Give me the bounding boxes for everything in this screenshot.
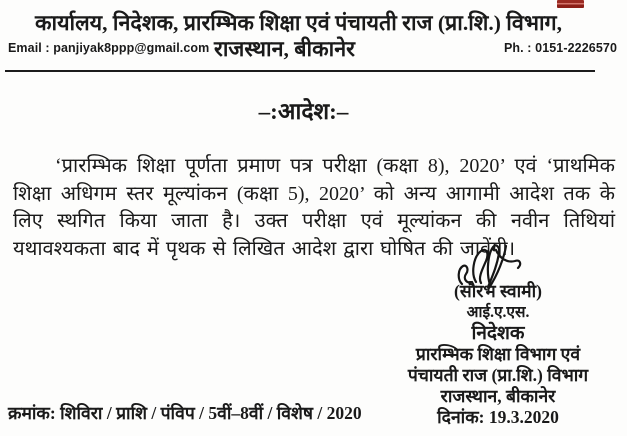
signatory-cadre: आई.ए.एस.	[466, 304, 530, 321]
order-title: –:आदेश:–	[258, 99, 349, 124]
red-corner-stamp	[557, 0, 584, 8]
signatory-name: (सौरभ स्वामी)	[454, 281, 542, 301]
office-name-line2: राजस्थान, बीकानेर	[214, 37, 355, 61]
phone-value: 0151-2226570	[535, 41, 617, 55]
office-name-line1: कार्यालय, निदेशक, प्रारम्भिक शिक्षा एवं पंचायती राज (प्रा.शि.) विभाग,	[34, 11, 562, 35]
signature-block	[383, 281, 613, 428]
phone-label: Ph. :	[503, 41, 532, 55]
reference-number: क्रमांक: शिविरा / प्राशि / पंविप / 5वीं–8वीं / विशेष / 2020	[8, 403, 362, 423]
signatory-designation: निदेशक	[471, 323, 525, 344]
email-label: Email :	[8, 41, 50, 55]
order-paragraph: ‘प्रारम्भिक शिक्षा पूर्णता प्रमाण पत्र परीक्षा (कक्षा 8), 2020’ एवं ‘प्राथमिक शिक्षा अधिगम स्तर मूल्यांकन (कक्षा 5), 2020’ को अन्य आगामी आदेश तक के लिए स्थगित किया जाता है। उक्त परीक्षा एवं मूल्यांकन की नवीन तिथियां यथावश्यकता बाद में पृथक से लिखित आदेश द्वारा घोषित की जावेंगी।	[13, 155, 615, 260]
email-value: panjiyak8ppp@gmail.com	[53, 41, 210, 55]
signatory-location: राजस्थान, बीकानेर	[440, 386, 556, 406]
order-date: दिनांक: 19.3.2020	[437, 407, 559, 427]
phone-line	[504, 41, 617, 55]
signatory-dept-line1: प्रारम्भिक शिक्षा विभाग एवं	[415, 344, 581, 364]
header-divider	[5, 70, 595, 72]
signatory-dept-line2: पंचायती राज (प्रा.शि.) विभाग	[407, 365, 589, 385]
